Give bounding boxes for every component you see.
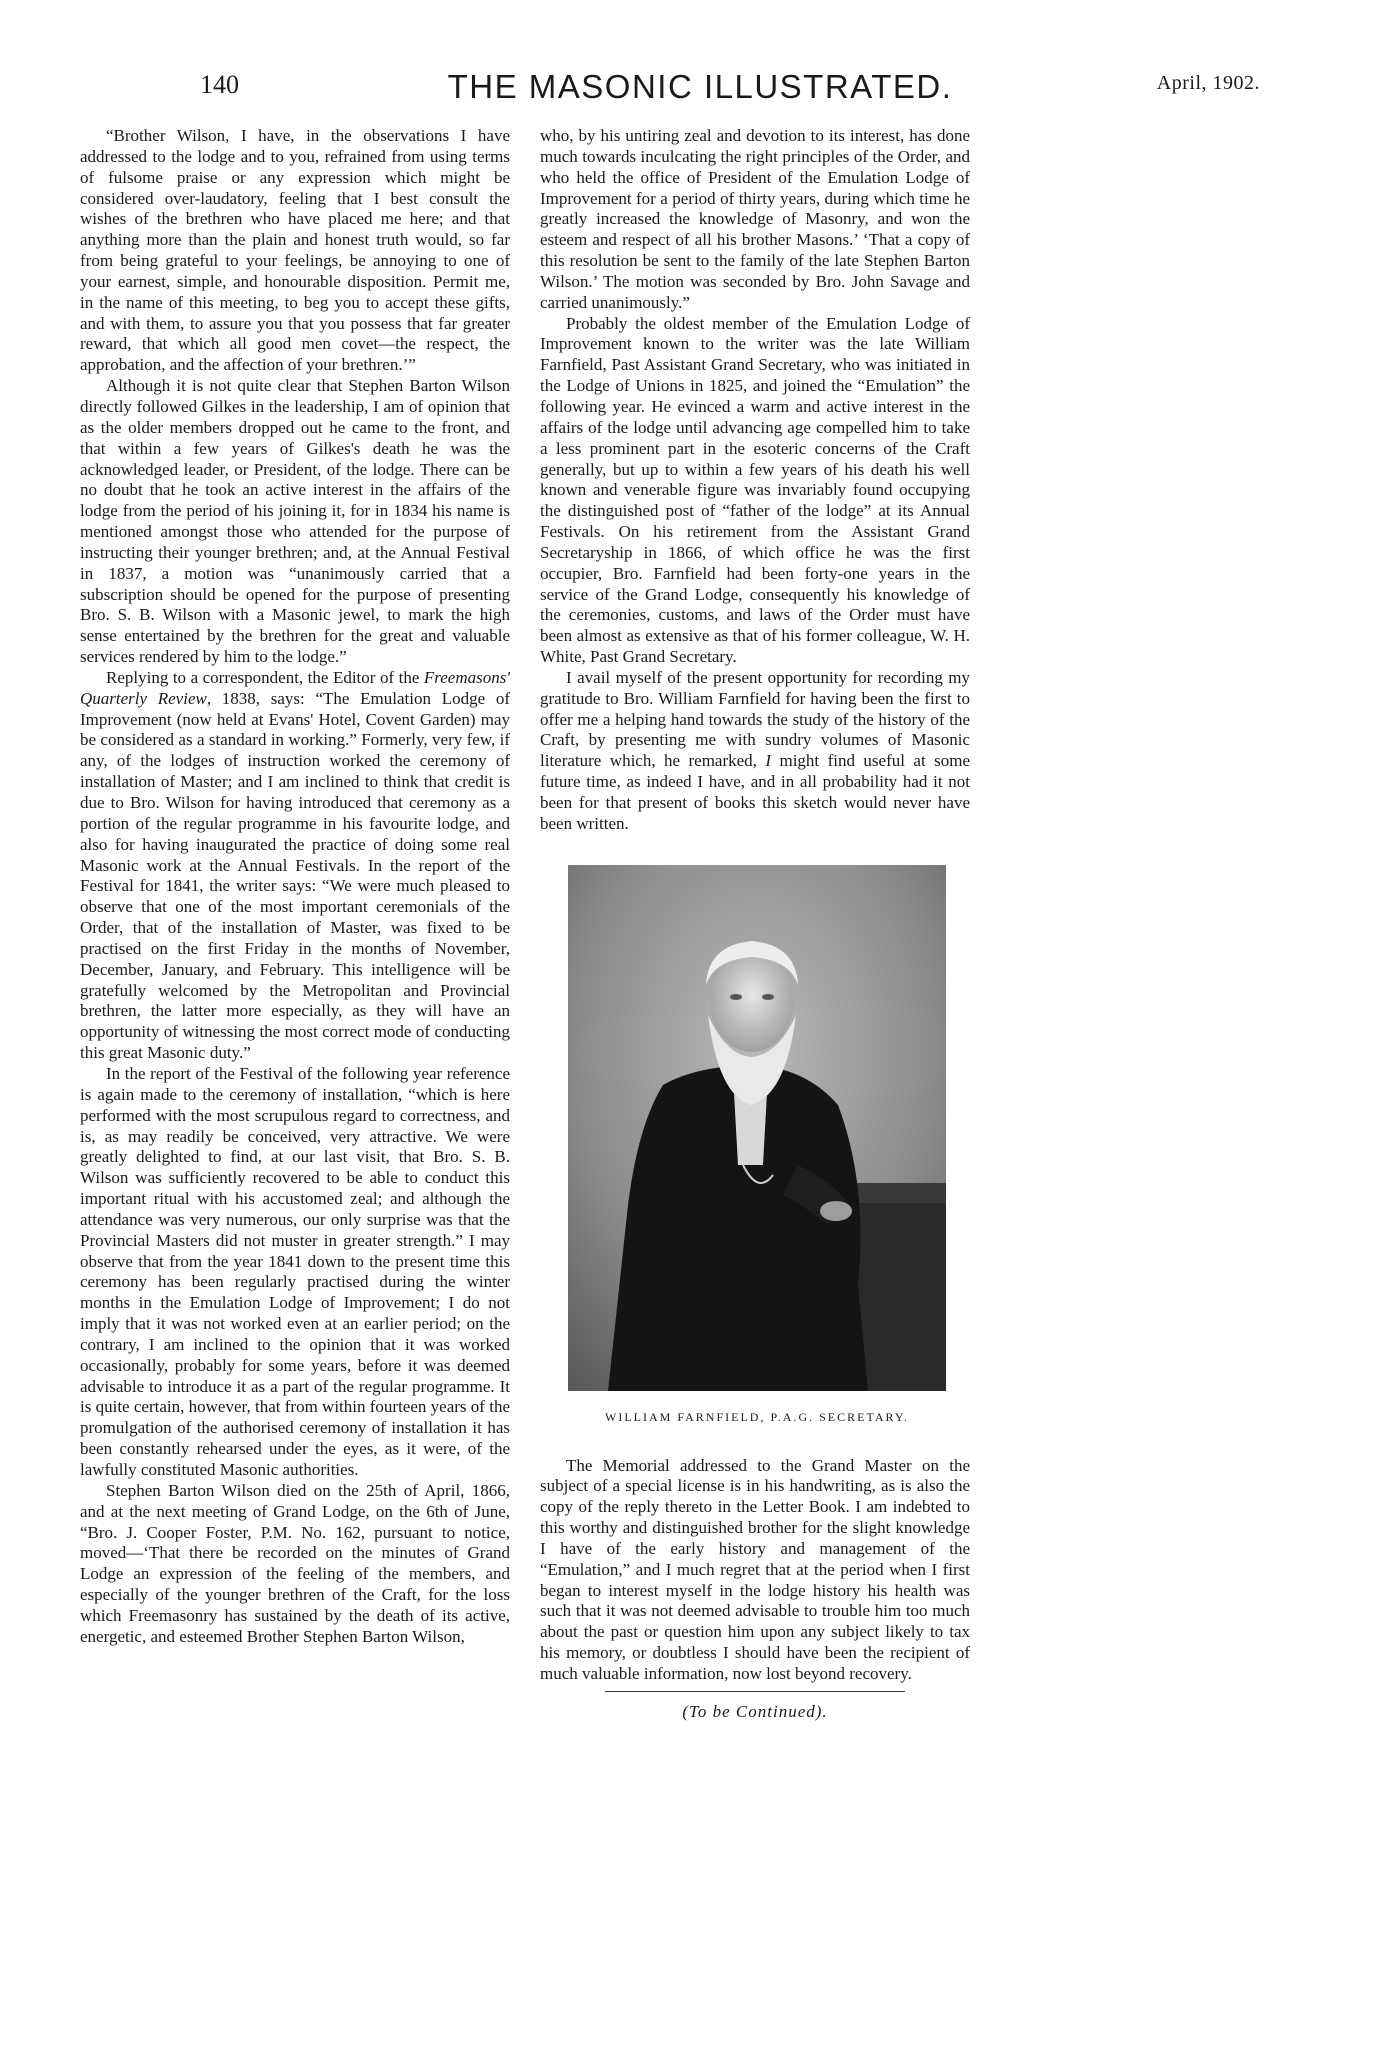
page-number: 140 — [200, 70, 239, 99]
paragraph: Probably the oldest member of the Emulation Lodge of Improvement known to the writer was the late William Farnfield, Past Assistant Grand Secretary, who was initiated in the Lodge of Unions in 1825, and joined the “Emulation” the following year. He evinced a warm and active interest in the affairs of the lodge until advancing age compelled him to take a less prominent part in the esoteric concerns of the Craft generally, but up to within a few years of his death his well known and venerable figure was invariably found occupying the distinguished post of “father of the lodge” at its Annual Festivals. On his retirement from the Assistant Grand Secretaryship in 1866, of which office he was the first occupier, Bro. Farnfield had been forty-one years in the service of the Grand Lodge, consequently his knowledge of the ceremonies, customs, and laws of the Order must have been almost as extensive as that of his former colleague, W. H. White, Past Grand Secretary. — [540, 313, 970, 667]
paragraph: Stephen Barton Wilson died on the 25th of April, 1866, and at the next meeting of Grand Lodge, on the 6th of June, “Bro. J. Cooper Foster, P.M. No. 162, pursuant to notice, moved—‘That there be recorded on the minutes of Grand Lodge an expression of the feeling of the members, and especially of the younger brethren of the Craft, for the loss which Freemasonry has sustained by the death of its active, energetic, and esteemed Brother Stephen Barton Wilson, — [80, 1480, 510, 1646]
paragraph: In the report of the Festival of the following year reference is again made to the ceremony of installation, “which is here performed with the most scrupulous regard to correctness, and is, as may readily be conceived, very attractive. We were greatly delighted to find, at our last visit, that Bro. S. B. Wilson was sufficiently recovered to be able to conduct this important ritual with his accustomed zeal; and although the attendance was very numerous, our only surprise was that the Provincial Masters did not muster in greater strength.” I may observe that from the year 1841 down to the present time this ceremony has been regularly practised during the winter months in the Emulation Lodge of Improvement; I do not imply that it was not worked even at an earlier period; on the contrary, I am inclined to the opinion that it was worked occasionally, probably for some years, before it was deemed advisable to introduce it as a part of the regular programme. It is quite certain, however, that from within fourteen years of the promulgation of the authorised ceremony of installation it has been constantly rehearsed under the eyes, as it were, of the lawfully constituted Masonic authorities. — [80, 1063, 510, 1479]
paragraph: “Brother Wilson, I have, in the observations I have addressed to the lodge and to you, refrained from using terms of fulsome praise or any expression which might be considered over-laudatory, feeling that I best consult the wishes of the brethren who have placed me here; and that anything more than the plain and honest truth would, so far from being grateful to your feelings, be annoying to one of your earnest, simple, and honourable disposition. Permit me, in the name of this meeting, to beg you to accept these gifts, and with them, to assure you that you possess that far greater reward, that which all good men covet—the respect, the approbation, and the affection of your brethren.’” — [80, 126, 510, 375]
issue-date: April, 1902. — [1156, 72, 1260, 94]
portrait-caption: WILLIAM FARNFIELD, P.A.G. SECRETARY. — [605, 1409, 909, 1424]
portrait-photo — [568, 865, 946, 1391]
paragraph: Although it is not quite clear that Stephen Barton Wilson directly followed Gilkes in the leadership, I am of opinion that as the older members dropped out he came to the front, and that within a few years of Gilkes's death he was the acknowledged leader, or President, of the lodge. There can be no doubt that he took an active interest in the affairs of the lodge from the period of his joining it, for in 1834 his name is mentioned amongst those who attended for the purpose of instructing their younger brethren; and, at the Annual Festival in 1837, a motion was “unanimously carried that a subscription should be opened for the purpose of presenting Bro. S. B. Wilson with a Masonic jewel, to mark the high sense entertained by the brethren for the great and valuable services rendered by him to the lodge.” — [80, 376, 510, 667]
paragraph: I avail myself of the present opportunity for recording my gratitude to Bro. William Farnfield for having been the first to offer me a helping hand towards the study of the history of the Craft, by presenting me with sundry volumes of Masonic literature which, he remarked, I might find useful at some future time, as indeed I have, and in all probability had it not been for that present of books this sketch would never have been written. — [540, 667, 970, 833]
paragraph: who, by his untiring zeal and devotion to its interest, has done much towards inculcating the right principles of the Order, and who held the office of President of the Emulation Lodge of Improvement for a period of thirty years, during which time he greatly increased the knowledge of Masonry, and won the esteem and respect of all his brother Masons.’ ‘That a copy of this resolution be sent to the family of the late Stephen Barton Wilson.’ The motion was seconded by Bro. John Savage and carried unanimously.” — [540, 126, 970, 312]
portrait-figure — [568, 865, 946, 1428]
page-header — [80, 68, 1320, 108]
to-be-continued: (To be Continued). — [682, 1701, 828, 1721]
right-column — [540, 126, 970, 1723]
paragraph: The Memorial addressed to the Grand Master on the subject of a special license is in his handwriting, as is also the copy of the reply thereto in the Letter Book. I am indebted to this worthy and distinguished brother for the slight knowledge I have of the early history and management of the “Emulation,” and I much regret that at the period when I first began to interest myself in the lodge history his health was such that it was not deemed advisable to trouble him too much about the past or question him upon any subject likely to tax his memory, or doubtless I should have been the recipient of much valuable information, now lost beyond recovery. — [540, 1455, 970, 1683]
paragraph: Replying to a correspondent, the Editor of the Freemasons' Quarterly Review, 1838, says: “The Emulation Lodge of Improvement (now held at Evans' Hotel, Covent Garden) may be considered as a standard in working.” Formerly, very few, if any, of the lodges of instruction worked the ceremony of installation of Master; and I am inclined to think that credit is due to Bro. Wilson for having introduced that ceremony as a portion of the regular programme in his favourite lodge, and also for having inaugurated the practice of doing some real Masonic work at the Annual Festivals. In the report of the Festival for 1841, the writer says: “We were much pleased to observe that one of the most important ceremonials of the Order, that of the installation of Master, was fixed to be practised on the first Friday in the months of November, December, January, and February. This intelligence will be gratefully welcomed by the Metropolitan and Provincial brethren, the latter more especially, as they will have an opportunity of witnessing the most correct mode of conducting this great Masonic duty.” — [80, 667, 510, 1063]
divider — [605, 1691, 905, 1692]
left-column — [80, 126, 510, 1648]
journal-title: THE MASONIC ILLUSTRATED. — [447, 68, 953, 105]
